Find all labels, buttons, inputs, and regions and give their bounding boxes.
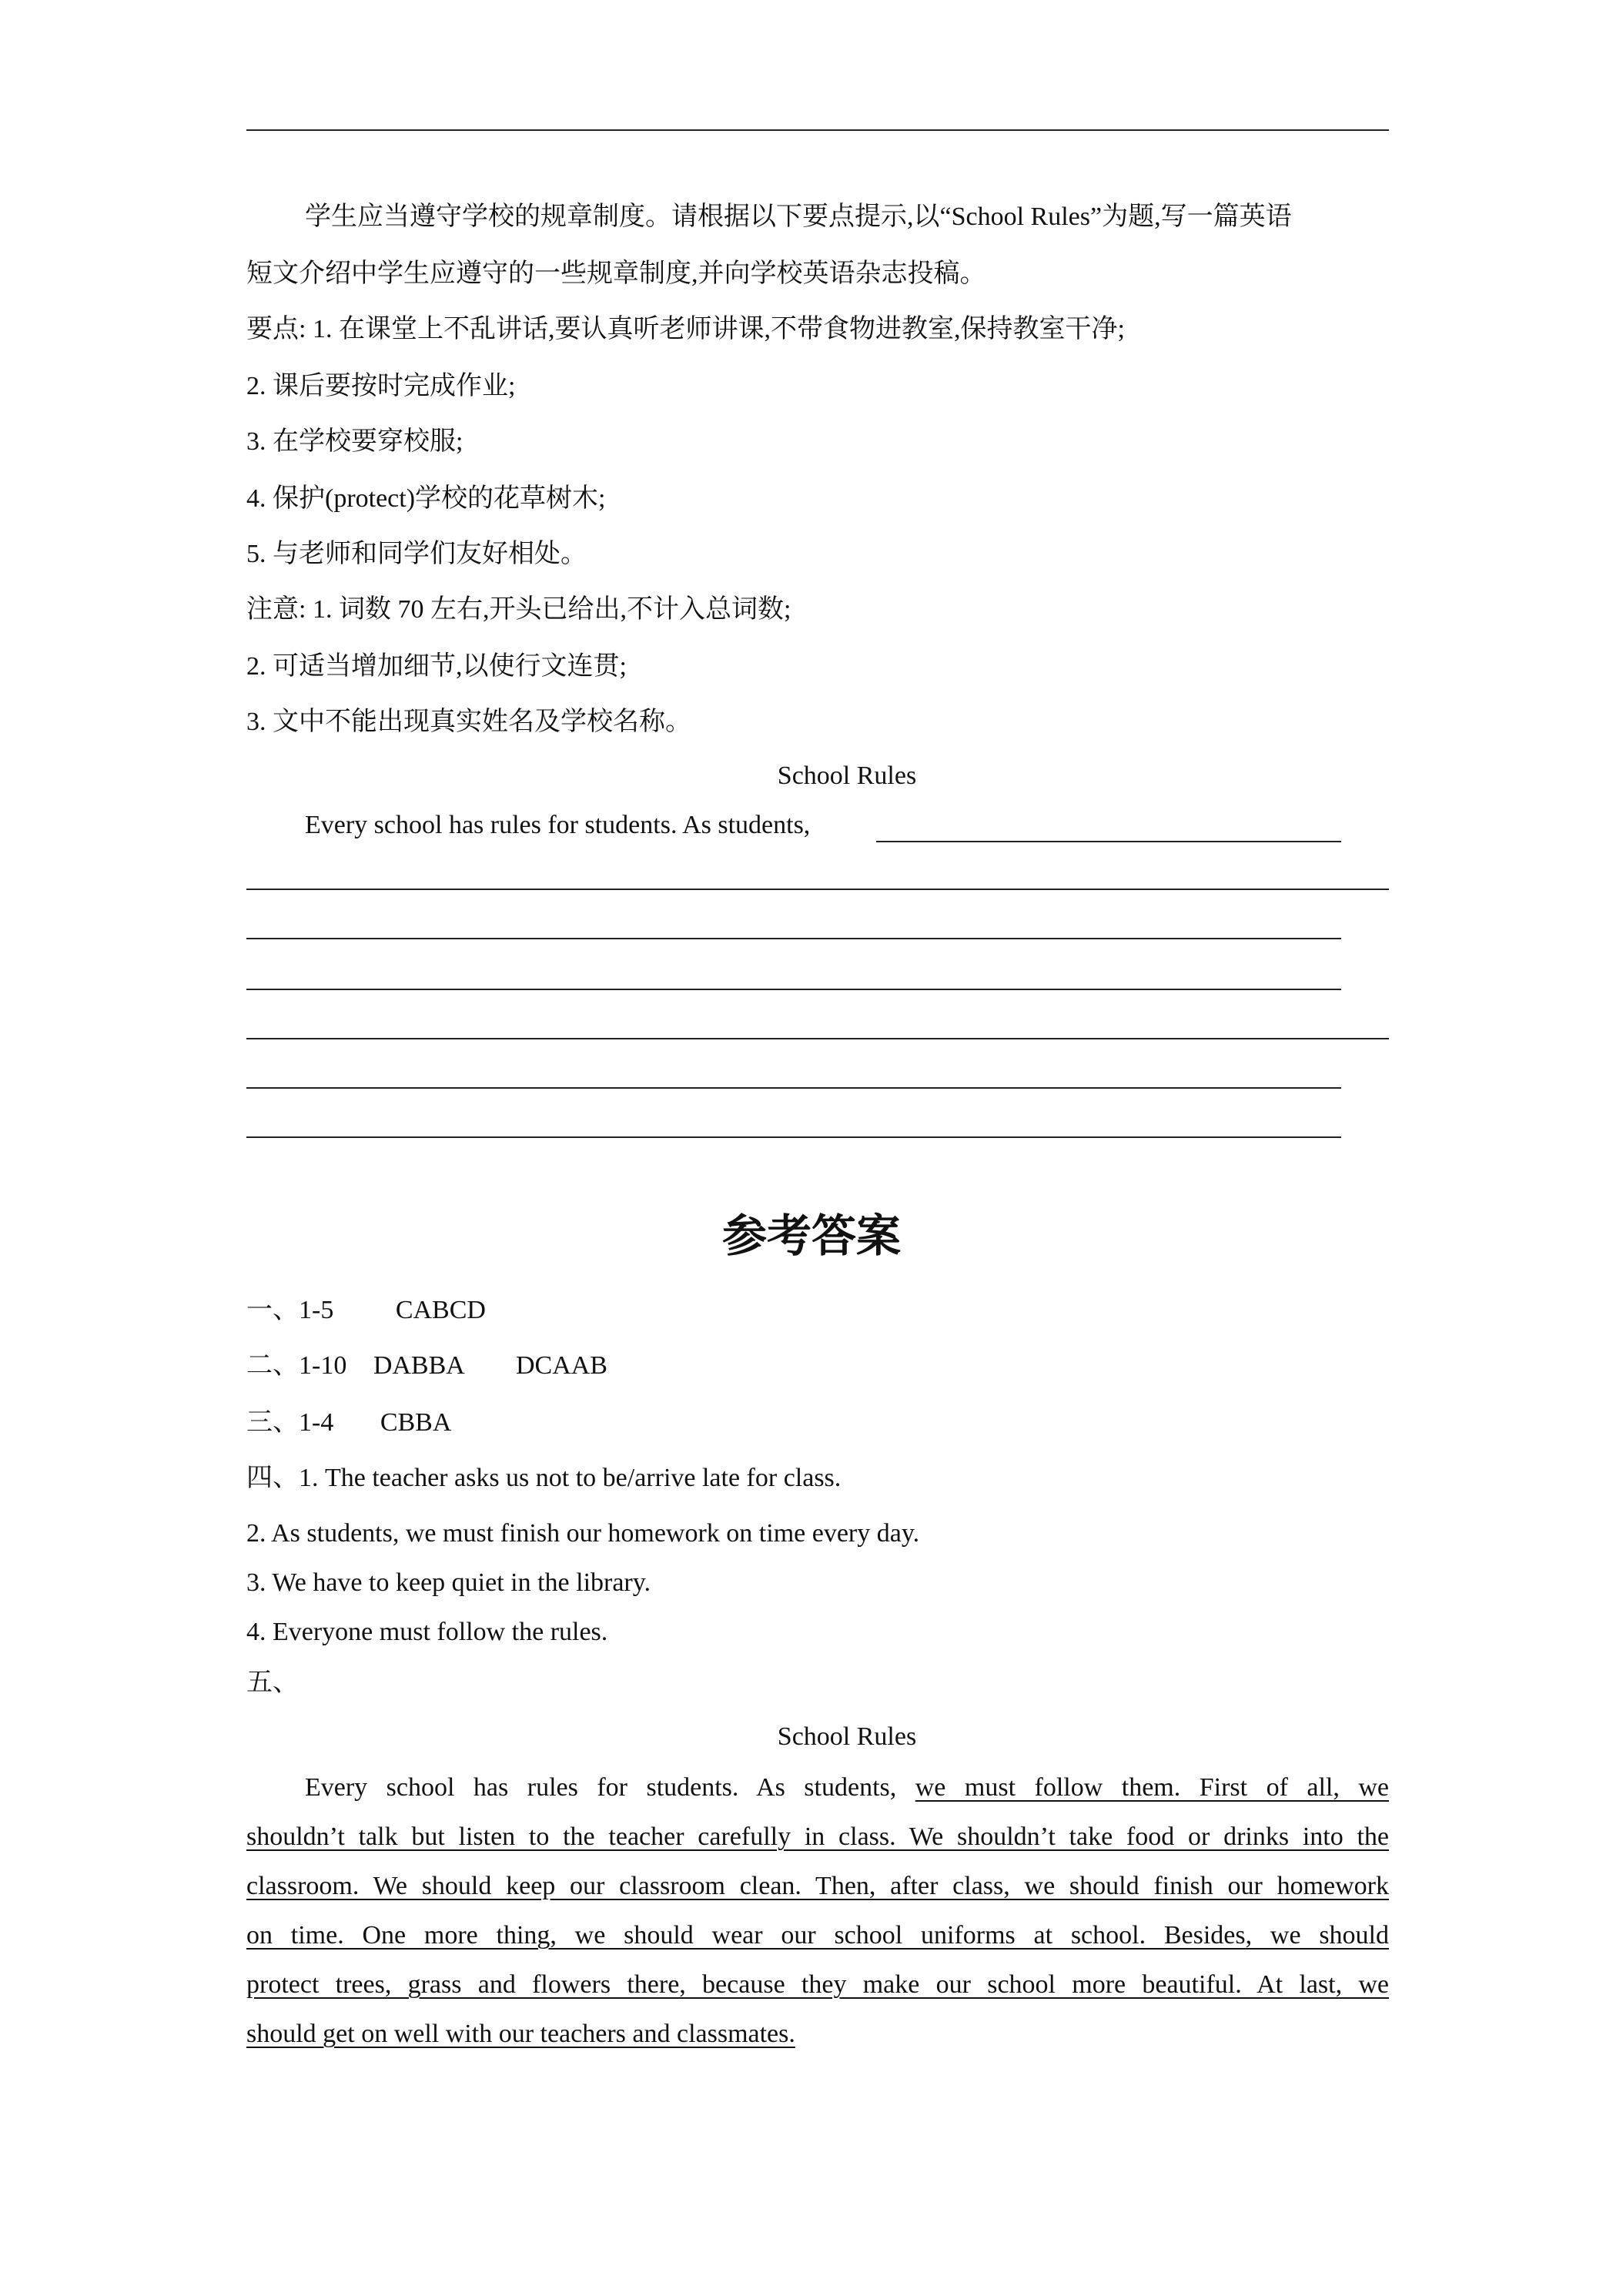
answer-section-3: [246, 1407, 451, 1438]
writing-blank-1: [876, 841, 1341, 842]
writing-line-7: [246, 1136, 1341, 1138]
writing-line-6: [246, 1087, 1341, 1089]
prompt-point-5: 5. 与老师和同学们友好相处。: [246, 540, 587, 568]
model-essay-line-6-text: should get on well with our teachers and classmates.: [246, 2020, 795, 2048]
writing-line-4: [246, 989, 1341, 990]
essay-start: Every school has rules for students. As students,: [305, 811, 811, 839]
prompt-note-1: 注意: 1. 词数 70 左右,开头已给出,不计入总词数;: [246, 595, 791, 624]
prompt-point-3: 3. 在学校要穿校服;: [246, 427, 463, 456]
prompt-intro-line-2: 短文介绍中学生应遵守的一些规章制度,并向学校英语杂志投稿。: [246, 259, 986, 288]
model-essay-line-6: [246, 2019, 1389, 2050]
answer-4-line-1: 四、1. The teacher asks us not to be/arrive late for class.: [246, 1464, 842, 1492]
model-essay-line-1-text: we must follow them. First of all, we: [915, 1773, 1390, 1802]
model-essay-line-4: on time. One more thing, we should wear our school uniforms at school. Besides, we should: [246, 1921, 1389, 1950]
model-essay-line-2: shouldn’t talk but listen to the teacher carefully in class. We shouldn’t take food or drinks into the: [246, 1822, 1389, 1851]
answer-section-2-label: 二、1-10: [246, 1351, 347, 1380]
prompt-point-1: 要点: 1. 在课堂上不乱讲话,要认真听老师讲课,不带食物进教室,保持教室干净;: [246, 315, 1125, 343]
answer-4-line-4: 4. Everyone must follow the rules.: [246, 1618, 608, 1646]
model-essay-line-5: protect trees, grass and flowers there, because they make our school more beautiful. At last, we: [246, 1970, 1389, 1999]
prompt-intro-line-1: 学生应当遵守学校的规章制度。请根据以下要点提示,以“School Rules”为题,写一篇英语: [305, 202, 1292, 231]
essay-title: School Rules: [777, 761, 917, 790]
top-divider: [246, 129, 1389, 131]
answer-essay-title: School Rules: [777, 1722, 917, 1751]
answers-title: 参考答案: [721, 1210, 901, 1262]
answer-section-1-label: 一、1-5: [246, 1296, 334, 1324]
answer-section-2: [246, 1350, 607, 1381]
writing-line-5: [246, 1038, 1389, 1039]
answer-4-line-2: 2. As students, we must finish our homework on time every day.: [246, 1519, 920, 1548]
answer-section-3-label: 三、1-4: [246, 1408, 334, 1437]
prompt-point-4: 4. 保护(protect)学校的花草树木;: [246, 484, 606, 513]
model-essay-lead: Every school has rules for students. As students,: [305, 1773, 897, 1802]
answer-4-line-3: 3. We have to keep quiet in the library.: [246, 1568, 651, 1597]
writing-line-3: [246, 938, 1341, 939]
answer-section-3-value: CBBA: [380, 1408, 452, 1437]
answer-section-1: [246, 1295, 486, 1326]
answer-section-1-value: CABCD: [395, 1296, 486, 1324]
writing-line-2: [246, 889, 1389, 890]
prompt-note-2: 2. 可适当增加细节,以使行文连贯;: [246, 652, 627, 681]
prompt-point-2: 2. 课后要按时完成作业;: [246, 372, 516, 400]
answer-section-2-value: DABBA DCAAB: [373, 1351, 607, 1380]
answer-5-label: 五、: [246, 1668, 299, 1697]
prompt-note-3: 3. 文中不能出现真实姓名及学校名称。: [246, 708, 691, 736]
model-essay-line-3: classroom. We should keep our classroom clean. Then, after class, we should finish our homework: [246, 1872, 1389, 1900]
model-essay-line-1: [305, 1772, 1389, 1803]
